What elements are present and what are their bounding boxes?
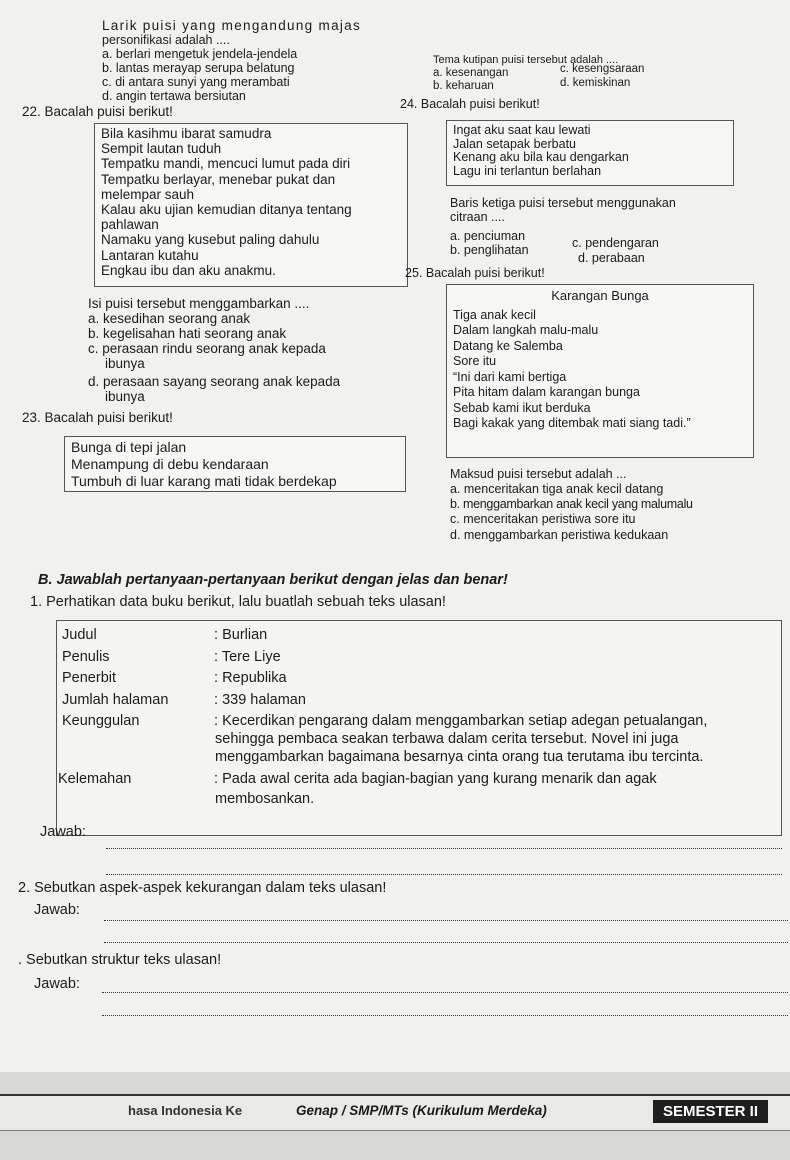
semester-badge: SEMESTER II: [653, 1100, 768, 1123]
q25-heading: [405, 266, 545, 281]
book-keunggulan-label: Keunggulan: [62, 713, 140, 729]
q24-option-c: c. pendengaran: [572, 236, 659, 250]
q25-poem-line: Datang ke Salemba: [453, 338, 563, 353]
q21-option-b: b. lantas merayap serupa belatung: [102, 61, 295, 75]
q25-poem-line: Bagi kakak yang ditembak mati siang tadi.”: [453, 416, 691, 430]
q23-prompt: Bacalah puisi berikut!: [44, 410, 173, 425]
q22-poem-line: Kalau aku ujian kemudian ditanya tentang: [101, 202, 352, 218]
book-jumlah-value: : 339 halaman: [214, 692, 306, 708]
q24-number: 24.: [400, 97, 418, 111]
answer-line[interactable]: [104, 942, 788, 943]
q25-prompt: Bacalah puisi berikut!: [425, 266, 545, 280]
jawab-2-label: Jawab:: [34, 902, 80, 918]
answer-line[interactable]: [102, 992, 788, 993]
book-keunggulan-row: [62, 712, 707, 730]
book-jumlah-label: Jumlah halaman: [62, 692, 169, 708]
book-kelemahan-label: Kelemahan: [58, 771, 132, 787]
q22-poem-line: Bila kasihmu ibarat samudra: [101, 126, 272, 141]
section-b-heading: B. Jawablah pertanyaan-pertanyaan berikut dengan jelas dan benar!: [38, 572, 508, 588]
book-keunggulan-line: menggambarkan bagaimana besarnya cinta orang tua terutama ibu tercinta.: [215, 749, 704, 765]
book-judul-value: : Burlian: [214, 627, 268, 643]
q24-poem-box: [446, 120, 734, 186]
q24-option-a: a. penciuman: [450, 229, 526, 243]
q25-poem-line: Pita hitam dalam karangan bunga: [453, 385, 640, 399]
q25-poem-line: Sebab kami ikut berduka: [453, 400, 591, 415]
q24-option-b: b. penglihatan: [450, 243, 529, 257]
section-b-q2: 2. Sebutkan aspek-aspek kekurangan dalam teks ulasan!: [18, 880, 387, 896]
q21-stem-line1: Larik puisi yang mengandung majas: [102, 18, 362, 33]
book-judul-row: [62, 626, 267, 644]
q22-question: Isi puisi tersebut menggambarkan ....: [88, 296, 310, 311]
q25-option-a: a. menceritakan tiga anak kecil datang: [450, 482, 664, 496]
q23-poem-line: Bunga di tepi jalan: [71, 439, 187, 455]
book-penerbit-label: Penerbit: [62, 670, 117, 686]
q22-poem-line: Namaku yang kusebut paling dahulu: [101, 232, 320, 248]
q22-number: 22.: [22, 104, 41, 119]
q23-number: 23.: [22, 410, 41, 425]
q25-option-d: d. menggambarkan peristiwa kedukaan: [450, 528, 669, 542]
footer-middle-text: Genap / SMP/MTs (Kurikulum Merdeka): [296, 1103, 547, 1118]
q24-poem-line: Ingat aku saat kau lewati: [453, 123, 591, 137]
q25-poem-line: Dalam langkah malu-malu: [453, 323, 599, 337]
q23-tema-option-d: d. kemiskinan: [560, 77, 631, 89]
q22-poem-line: Sempit lautan tuduh: [101, 141, 222, 157]
q22-option-b: b. kegelisahan hati seorang anak: [88, 326, 287, 341]
q23-poem-box: [64, 436, 406, 492]
q22-poem-line: Tempatku mandi, mencuci lumut pada diri: [101, 156, 351, 172]
q22-prompt: Bacalah puisi berikut!: [44, 104, 173, 119]
section-b-q3: . Sebutkan struktur teks ulasan!: [18, 952, 222, 968]
q22-poem-line: pahlawan: [101, 217, 159, 233]
q25-poem-box: [446, 284, 754, 458]
q22-option-c-cont: ibunya: [105, 356, 145, 371]
q22-option-c: c. perasaan rindu seorang anak kepada: [88, 341, 326, 356]
q23-heading: [22, 410, 173, 425]
q22-option-d: d. perasaan sayang seorang anak kepada: [88, 374, 341, 389]
q24-heading: [400, 97, 540, 112]
answer-line[interactable]: [104, 920, 788, 921]
q24-prompt: Bacalah puisi berikut!: [420, 97, 540, 111]
book-jumlah-row: [62, 691, 306, 709]
q24-poem-line: Lagu ini terlantun berlahan: [453, 163, 602, 178]
q22-poem-box: [94, 123, 408, 287]
q25-question: Maksud puisi tersebut adalah ...: [450, 467, 627, 481]
q25-poem-line: Tiga anak kecil: [453, 307, 536, 322]
q21-option-c: c. di antara sunyi yang merambati: [102, 75, 290, 89]
answer-line[interactable]: [106, 874, 782, 875]
answer-line[interactable]: [102, 1015, 788, 1016]
q23-tema-option-c: c. kesengsaraan: [560, 63, 645, 75]
q22-poem-line: Tempatku berlayar, menebar pukat dan: [101, 171, 336, 187]
q24-option-d: d. perabaan: [578, 251, 645, 265]
q25-number: 25.: [405, 266, 423, 280]
q23-tema-option-b: b. keharuan: [433, 80, 494, 92]
book-penerbit-value: : Republika: [214, 670, 287, 686]
q23-poem-line: Menampung di debu kendaraan: [71, 456, 269, 472]
q21-option-a: a. berlari mengetuk jendela-jendela: [102, 47, 298, 61]
q22-heading: [22, 104, 173, 119]
book-keunggulan-line: sehingga pembaca seakan terbawa dalam cerita tersebut. Novel ini juga: [215, 731, 679, 747]
book-judul-label: Judul: [62, 627, 97, 643]
q22-poem-line: melempar sauh: [101, 186, 195, 202]
book-penerbit-row: [62, 669, 287, 687]
q21-option-d: d. angin tertawa bersiutan: [102, 89, 246, 103]
q24-question: Baris ketiga puisi tersebut menggunakan: [450, 196, 676, 210]
book-kelemahan-line: : Pada awal cerita ada bagian-bagian yang kurang menarik dan agak: [214, 771, 657, 787]
q22-option-a: a. kesedihan seorang anak: [88, 311, 251, 326]
book-keunggulan-line: : Kecerdikan pengarang dalam menggambarkan setiap adegan petualangan,: [214, 713, 708, 729]
q23-poem-line: Tumbuh di luar karang mati tidak berdekap: [71, 473, 337, 489]
q22-poem-line: Engkau ibu dan aku anakmu.: [101, 262, 276, 278]
q22-option-d-cont: ibunya: [105, 389, 145, 404]
q24-poem-line: Jalan setapak berbatu: [453, 136, 577, 151]
q25-option-c: c. menceritakan peristiwa sore itu: [450, 512, 636, 526]
q25-poem-line: “Ini dari kami bertiga: [453, 369, 567, 384]
answer-line[interactable]: [106, 848, 782, 849]
q22-poem-line: Lantaran kutahu: [101, 247, 199, 263]
jawab-1-label: Jawab:: [40, 824, 86, 840]
q25-poem-title: Karangan Bunga: [551, 288, 649, 303]
section-b-q1: 1. Perhatikan data buku berikut, lalu buatlah sebuah teks ulasan!: [30, 594, 446, 610]
q25-poem-line: Sore itu: [453, 354, 497, 368]
book-kelemahan-row: [58, 770, 657, 788]
jawab-3-label: Jawab:: [34, 976, 80, 992]
q21-stem-line2: personifikasi adalah ....: [102, 33, 230, 47]
book-kelemahan-line: membosankan.: [215, 791, 315, 807]
footer-left-text: hasa Indonesia Ke: [128, 1103, 243, 1118]
q23-tema-option-a: a. kesenangan: [433, 67, 509, 79]
q24-poem-line: Kenang aku bila kau dengarkan: [453, 150, 629, 164]
q24-question-cont: citraan ....: [450, 210, 505, 224]
q23-tema-question: Tema kutipan puisi tersebut adalah ....: [433, 54, 619, 66]
book-penulis-value: : Tere Liye: [214, 649, 281, 665]
book-penulis-row: [62, 648, 281, 666]
q25-option-b: b. menggambarkan anak kecil yang malumalu: [450, 497, 693, 511]
book-penulis-label: Penulis: [62, 649, 110, 665]
